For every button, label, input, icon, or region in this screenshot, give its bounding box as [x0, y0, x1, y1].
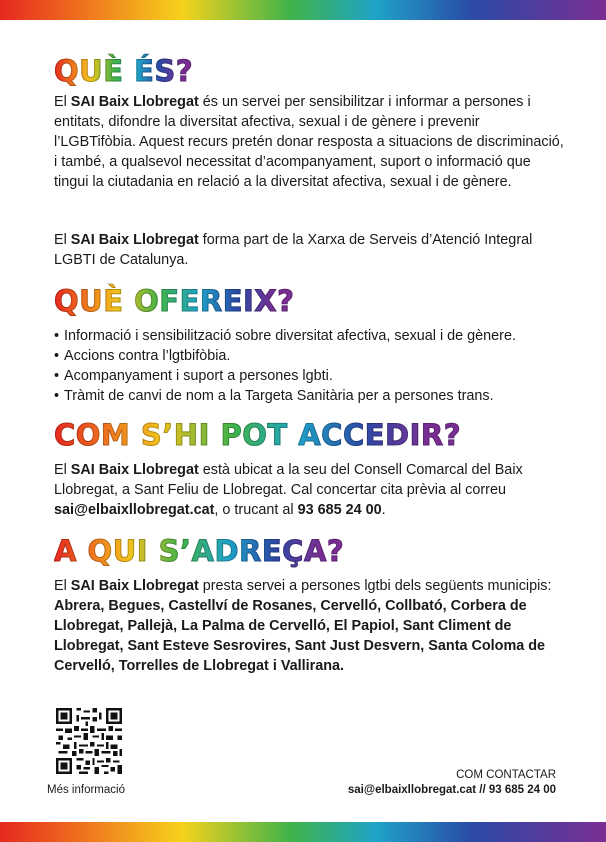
list-item: • Tràmit de canvi de nom a la Targeta Sanitària per a persones trans.	[54, 386, 516, 406]
contact-separator: //	[476, 784, 489, 796]
contact-phone-link[interactable]: 93 685 24 00	[488, 784, 556, 796]
list-item: • Accions contra l’lgtbifòbia.	[54, 346, 516, 366]
paragraph-a-qui-sadreca	[54, 576, 564, 676]
contact-title: COM CONTACTAR	[456, 769, 556, 781]
contact-line	[348, 783, 556, 798]
list-item: • Informació i sensibilització sobre diversitat afectiva, sexual i de gènere.	[54, 326, 516, 346]
municipalities-list: Abrera, Begues, Castellví de Rosanes, Cervelló, Collbató, Corbera de Llobregat, Pallejà, La Palma de Cervelló, El Papiol, Sant Climent de Llobregat, Sant Esteve Sesrovires, Sant Just Desvern, Santa Coloma de Cervelló, Torrelles de Llobregat i Vallirana.	[54, 598, 546, 674]
heading-com-accedir: COM S’HI POT ACCEDIR?	[54, 418, 462, 452]
list-item: • Acompanyament i suport a persones lgbti.	[54, 366, 516, 386]
rainbow-bar-bottom	[0, 822, 606, 842]
text-fragment: El	[54, 94, 71, 110]
contact-block	[348, 768, 556, 798]
service-name: SAI Baix Llobregat	[70, 578, 199, 594]
text-fragment: , o trucant al	[214, 502, 298, 518]
contact-email-link[interactable]: sai@elbaixllobregat.cat	[347, 784, 477, 796]
text-fragment: és un servei per sensibilitzar i informar a persones i entitats, difondre la diversitat afectiva, sexual i de gènere i prevenir l’LGBTifòbia. Aquest recurs pretén donar resposta a situacions de discriminació, i també, a qualsevol necessitat d’acompanyament, suport o informació que tingui la ciutadania en relació a la diversitat afectiva, sexual i de gènere.	[54, 94, 564, 190]
rainbow-bar-top	[0, 0, 606, 20]
phone-link[interactable]: 93 685 24 00	[297, 502, 382, 518]
service-name: SAI Baix Llobregat	[70, 462, 199, 478]
text-fragment: .	[381, 502, 386, 518]
paragraph-que-es-2	[54, 230, 564, 270]
offer-list	[54, 326, 516, 406]
qr-label: Més informació	[47, 784, 125, 796]
email-link[interactable]: sai@elbaixllobregat.cat	[54, 502, 215, 518]
qr-code-icon[interactable]	[56, 708, 122, 774]
text-fragment: està ubicat a la seu del Consell Comarcal del Baix Llobregat, a Sant Feliu de Llobregat. Cal concertar cita prèvia al correu	[54, 462, 523, 498]
heading-que-es: QUÈ ÉS?	[54, 54, 194, 88]
paragraph-que-es-1	[54, 92, 564, 192]
service-name: SAI Baix Llobregat	[70, 94, 199, 110]
text-fragment: El	[54, 232, 71, 248]
paragraph-com-accedir	[54, 460, 564, 520]
text-fragment: El	[54, 578, 71, 594]
text-fragment: presta servei a persones lgtbi dels següents municipis:	[198, 578, 552, 594]
heading-que-ofereix: QUÈ OFEREIX?	[54, 284, 295, 318]
service-name: SAI Baix Llobregat	[70, 232, 199, 248]
text-fragment: El	[54, 462, 71, 478]
text-fragment: forma part de la Xarxa de Serveis d’Atenció Integral LGBTI de Catalunya.	[54, 232, 533, 268]
heading-a-qui-sadreca: A QUI S’ADREÇA?	[54, 534, 345, 568]
